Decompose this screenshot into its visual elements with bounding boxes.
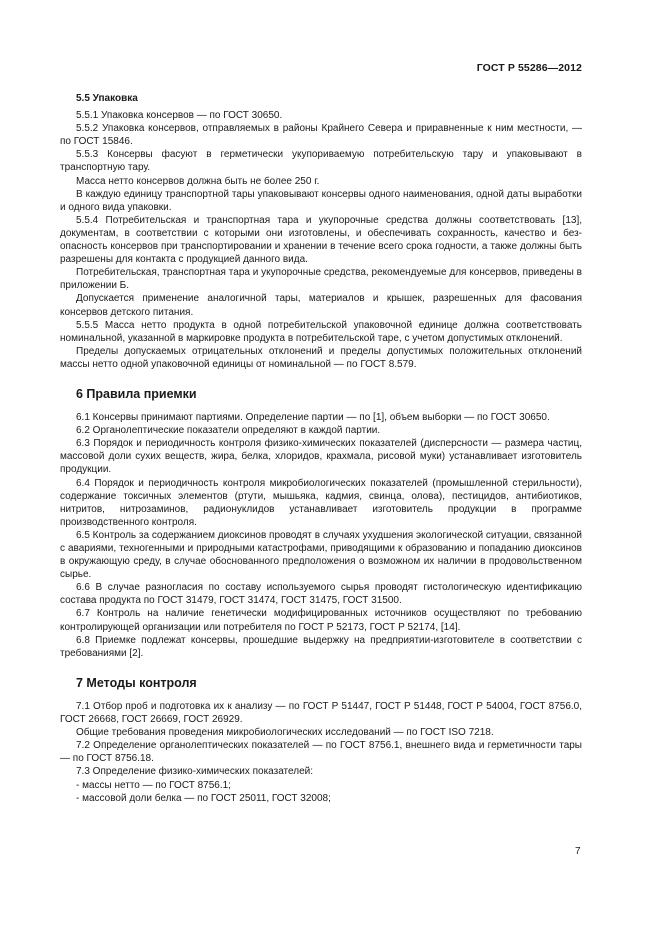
paragraph: Масса нетто консервов должна быть не более 250 г. [76,175,320,187]
paragraph: Общие требования проведения микробиологических исследований — по ГОСТ ISO 7218. [76,727,494,739]
paragraph: 6.7 Контроль на наличие генетически модифицированных источников осуществляют по требованию контролирующей организации или потребителя по ГОСТ Р 52173, ГОСТ Р 52174, [14]. [60,608,582,633]
document-body [60,92,582,805]
section-5-5-title: 5.5 Упаковка [76,93,138,104]
paragraph: 6.1 Консервы принимают партиями. Определение партии — по [1], объем выборки — по ГОСТ 30650. [76,412,550,424]
paragraph: 6.2 Органолептические показатели определяют в каждой партии. [76,425,381,437]
paragraph: Потребительская, транспортная тара и укупорочные средства, рекомендуемые для консервов, приведены в приложении Б. [60,267,582,292]
paragraph: 5.5.4 Потребительская и транспортная тара и укупорочные средства должны соответствовать [13], документам, в соответствии с которыми они изготовлены, и обеспечивать сохранность, качество и безопасность консервов при транспортировании и хранении в течение всего срока годности, а также должны быть разрешены для контакта с продукцией данного вида. [60,214,582,266]
page-number: 7 [575,846,581,857]
paragraph: 7.2 Определение органолептических показателей — по ГОСТ 8756.1, внешнего вида и герметичности тары — по ГОСТ 8756.18. [60,740,582,765]
paragraph: 7.1 Отбор проб и подготовка их к анализу — по ГОСТ Р 51447, ГОСТ Р 51448, ГОСТ Р 54004, ГОСТ 8756.0, ГОСТ 26668, ГОСТ 26669, ГОСТ 26929. [60,700,582,726]
list-item: - массовой доли белка — по ГОСТ 25011, ГОСТ 32008; [76,792,331,804]
paragraph: В каждую единицу транспортной тары упаковывают консервы одного наименования, одной даты выработки и одного вида упаковки. [60,188,582,213]
paragraph: 6.3 Порядок и периодичность контроля физико-химических показателей (дисперсности — размера частиц, массовой доли сухих веществ, жира, белка, хлоридов, крахмала, рисовой муки) устанавливает изготовитель продукции. [60,438,582,476]
paragraph: 6.5 Контроль за содержанием диоксинов проводят в случаях ухудшения экологической ситуации, связанной с авариями, техногенными и природными катастрофами, приводящими к образованию и попаданию диоксинов в окружающую среду, в случае обоснованного предположения о возможном их наличии в продовольственном сырье. [60,529,583,581]
paragraph: 6.8 Приемке подлежат консервы, прошедшие выдержку на предприятии-изготовителе в соответствии с требованиями [2]. [60,634,582,659]
document-header: ГОСТ Р 55286—2012 [476,62,582,74]
paragraph: 5.5.1 Упаковка консервов — по ГОСТ 30650. [76,110,283,122]
paragraph: 5.5.3 Консервы фасуют в герметически укупориваемую потребительскую тару и упаковывают в транспортную тару. [60,149,582,174]
paragraph: 5.5.5 Масса нетто продукта в одной потребительской упаковочной единице должна соответствовать номинальной, указанной в маркировке продукта в потребительской таре, с учетом допустимых отклонений. [60,319,582,344]
paragraph: 6.6 В случае разногласия по составу используемого сырья проводят гистологическую идентификацию состава продукта по ГОСТ 31479, ГОСТ 31474, ГОСТ 31475, ГОСТ 31500. [60,582,582,607]
section-7-title: 7 Методы контроля [76,675,197,690]
section-6-title: 6 Правила приемки [76,386,197,401]
paragraph: 7.3 Определение физико-химических показателей: [76,766,314,778]
paragraph: 5.5.2 Упаковка консервов, отправляемых в районы Крайнего Севера и приравненные к ним местности, — по ГОСТ 15846. [60,123,582,148]
list-item: - массы нетто — по ГОСТ 8756.1; [76,779,231,791]
paragraph: Допускается применение аналогичной тары, материалов и крышек, разрешенных для фасования консервов детского питания. [60,293,582,318]
paragraph: 6.4 Порядок и периодичность контроля микробиологических показателей (промышленной стерильности), содержание токсичных элементов (ртути, мышьяка, кадмия, свинца, олова), пестицидов, антибиотиков, нитритов, нитрозаминов, радионуклидов устанавливает изготовитель продукции в программе производственного контроля. [60,477,582,528]
paragraph: Пределы допускаемых отрицательных отклонений и пределы допустимых положительных отклонений массы нетто одной упаковочной единицы от номинальной — по ГОСТ 8.579. [60,345,582,370]
